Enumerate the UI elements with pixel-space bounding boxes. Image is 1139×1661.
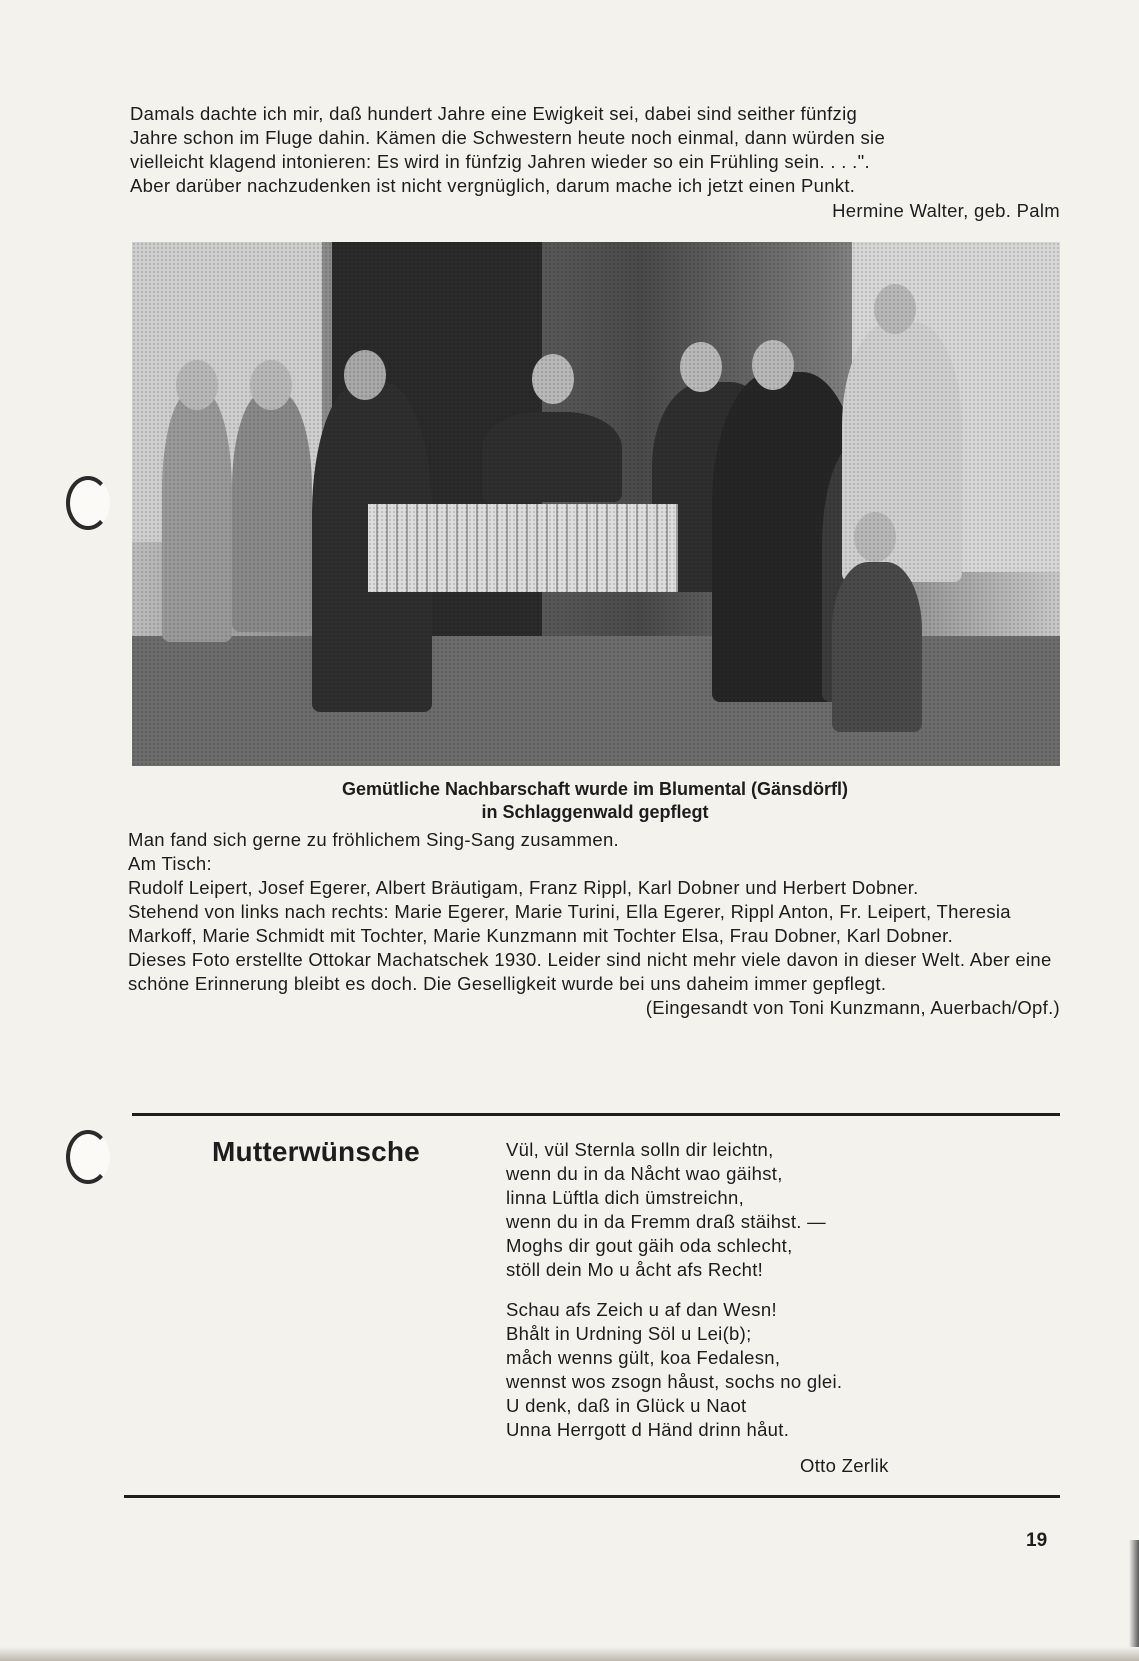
body-text	[128, 828, 1060, 1020]
poem-line: U denk, daß in Glück u Naot	[506, 1395, 747, 1416]
body-paragraph: Rudolf Leipert, Josef Egerer, Albert Bräutigam, Franz Rippl, Karl Dobner und Herbert Dobner.	[128, 877, 919, 898]
body-paragraph: Man fand sich gerne zu fröhlichem Sing-Sang zusammen.	[128, 829, 619, 850]
body-paragraph: Stehend von links nach rechts: Marie Egerer, Marie Turini, Ella Egerer, Rippl Anton, Fr. Leipert, Theresia Markoff, Marie Schmidt mit Tochter, Marie Kunzmann mit Tochter Elsa, Frau Dobner, Karl Dobner.	[128, 901, 1011, 946]
poem-line: linna Lüftla dich ümstreichn,	[506, 1187, 745, 1208]
intro-line: Jahre schon im Fluge dahin. Kämen die Schwestern heute noch einmal, dann würden sie	[130, 127, 886, 148]
poem-line: Schau afs Zeich u af dan Wesn!	[506, 1299, 777, 1320]
group-photo	[132, 242, 1060, 766]
poem-author: Otto Zerlik	[800, 1455, 889, 1476]
poem-line: måch wenns gült, koa Fedalesn,	[506, 1347, 781, 1368]
page-bottom-shadow	[0, 1647, 1139, 1661]
page-edge-shadow	[1129, 1540, 1139, 1660]
poem-line: Bhålt in Urdning Söl u Lei(b);	[506, 1323, 752, 1344]
poem-line: Unna Herrgott d Händ drinn håut.	[506, 1419, 790, 1440]
caption-line: Gemütliche Nachbarschaft wurde im Blumental (Gänsdörfl)	[341, 779, 849, 799]
poem-stanza	[506, 1298, 976, 1442]
poem-line: wenn du in da Fremm draß stäihst. —	[506, 1211, 826, 1232]
caption-line: in Schlaggenwald gepflegt	[481, 802, 709, 822]
punch-hole-bottom	[66, 1130, 110, 1184]
intro-line: vielleicht klagend intonieren: Es wird in fünfzig Jahren wieder so ein Frühling sein. . . .".	[130, 151, 870, 172]
body-paragraph: Am Tisch:	[128, 853, 212, 874]
divider-rule	[124, 1495, 1060, 1498]
poem-line: Vül, vül Sternla solln dir leichtn,	[506, 1139, 774, 1160]
poem-line: Moghs dir gout gäih oda schlecht,	[506, 1235, 793, 1256]
punch-hole-top	[66, 476, 110, 530]
divider-rule	[132, 1113, 1060, 1116]
poem-line: wenn du in da Nåcht wao gäihst,	[506, 1163, 783, 1184]
poem-title: Mutterwünsche	[212, 1136, 420, 1167]
photo-caption	[130, 778, 1060, 824]
body-source: (Eingesandt von Toni Kunzmann, Auerbach/Opf.)	[645, 997, 1060, 1018]
intro-line: Aber darüber nachzudenken ist nicht vergnüglich, darum mache ich jetzt einen Punkt.	[130, 175, 856, 196]
poem-line: stöll dein Mo u åcht afs Recht!	[506, 1259, 764, 1280]
page-number: 19	[1026, 1530, 1048, 1551]
poem	[506, 1138, 976, 1458]
body-paragraph: Dieses Foto erstellte Ottokar Machatschek 1930. Leider sind nicht mehr viele davon in dieser Welt. Aber eine schöne Erinnerung bleibt es doch. Die Geselligkeit wurde bei uns daheim immer gepflegt.	[128, 949, 1052, 994]
poem-line: wennst wos zsogn håust, sochs no glei.	[506, 1371, 843, 1392]
intro-signature: Hermine Walter, geb. Palm	[832, 200, 1060, 221]
intro-text	[130, 102, 1060, 223]
table-cloth	[368, 504, 678, 592]
poem-stanza	[506, 1138, 976, 1282]
intro-line: Damals dachte ich mir, daß hundert Jahre eine Ewigkeit sei, dabei sind seither fünfzig	[130, 103, 858, 124]
